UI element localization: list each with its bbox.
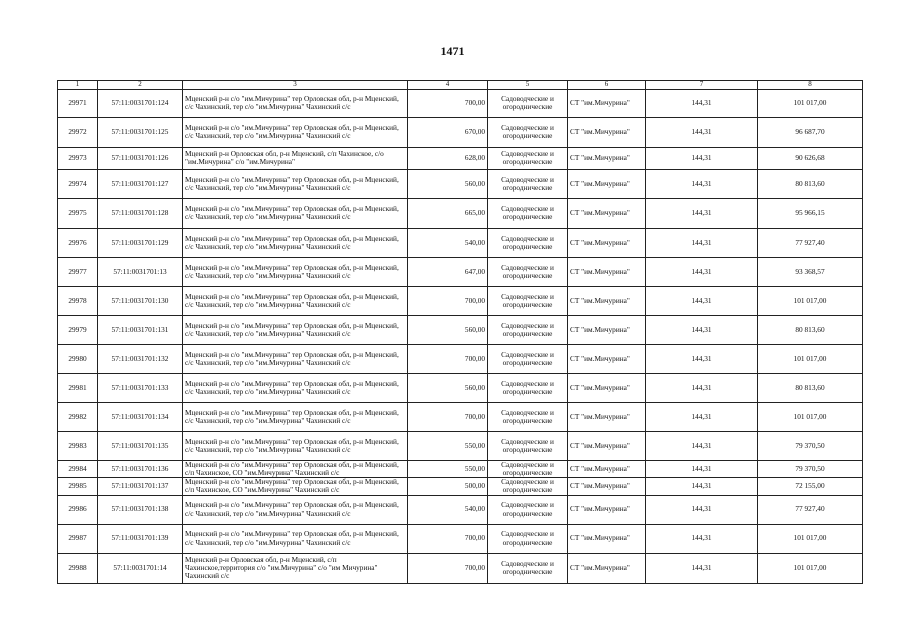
row-number-cell: 29972 (58, 117, 98, 147)
table-row (58, 495, 863, 524)
organization-cell: СТ "им.Мичурина" (568, 495, 646, 524)
land-use-cell: Садоводческие и огороднические (488, 524, 568, 553)
table-row (58, 524, 863, 553)
land-use-cell: Садоводческие и огороднические (488, 117, 568, 147)
cadastral-value-cell: 77 927,40 (758, 228, 863, 257)
rate-cell: 144,31 (646, 89, 758, 117)
row-number-cell: 29981 (58, 373, 98, 402)
address-cell: Мценский р-н с/о "им.Мичурина" тер Орловская обл, р-н Мценский, с/с Чахинский, тер с/о "им.Мичурина" Чахинский с/с (183, 431, 408, 460)
organization-cell: СТ "им.Мичурина" (568, 431, 646, 460)
land-use-cell: Садоводческие и огороднические (488, 478, 568, 495)
cadastral-value-cell: 95 966,15 (758, 198, 863, 228)
land-use-cell: Садоводческие и огороднические (488, 286, 568, 315)
cadastral-number-cell: 57:11:0031701:126 (98, 147, 183, 169)
column-header: 5 (488, 81, 568, 90)
organization-cell: СТ "им.Мичурина" (568, 198, 646, 228)
table-row (58, 553, 863, 583)
row-number-cell: 29985 (58, 478, 98, 495)
land-use-cell: Садоводческие и огороднические (488, 495, 568, 524)
area-cell: 560,00 (408, 315, 488, 344)
cadastral-value-cell: 101 017,00 (758, 89, 863, 117)
row-number-cell: 29984 (58, 460, 98, 477)
cadastral-number-cell: 57:11:0031701:124 (98, 89, 183, 117)
row-number-cell: 29975 (58, 198, 98, 228)
cadastral-value-cell: 79 370,50 (758, 460, 863, 477)
area-cell: 540,00 (408, 228, 488, 257)
row-number-cell: 29974 (58, 169, 98, 198)
area-cell: 550,00 (408, 460, 488, 477)
organization-cell: СТ "им.Мичурина" (568, 524, 646, 553)
area-cell: 700,00 (408, 286, 488, 315)
rate-cell: 144,31 (646, 431, 758, 460)
organization-cell: СТ "им.Мичурина" (568, 228, 646, 257)
cadastral-value-cell: 72 155,00 (758, 478, 863, 495)
organization-cell: СТ "им.Мичурина" (568, 315, 646, 344)
organization-cell: СТ "им.Мичурина" (568, 373, 646, 402)
table-row (58, 460, 863, 477)
column-header: 1 (58, 81, 98, 90)
row-number-cell: 29976 (58, 228, 98, 257)
address-cell: Мценский р-н Орловская обл, р-н Мценский, с/п Чахинское, с/о "им.Мичурина" с/о "им.Мичурина" (183, 147, 408, 169)
row-number-cell: 29987 (58, 524, 98, 553)
address-cell: Мценский р-н с/о "им.Мичурина" тер Орловская обл, р-н Мценский, с/с Чахинский, тер с/о "им.Мичурина" Чахинский с/с (183, 315, 408, 344)
row-number-cell: 29986 (58, 495, 98, 524)
land-use-cell: Садоводческие и огороднические (488, 147, 568, 169)
rate-cell: 144,31 (646, 460, 758, 477)
organization-cell: СТ "им.Мичурина" (568, 117, 646, 147)
address-cell: Мценский р-н с/о "им.Мичурина" тер Орловская обл, р-н Мценский, с/с Чахинский, тер с/о "им.Мичурина" Чахинский с/с (183, 524, 408, 553)
rate-cell: 144,31 (646, 524, 758, 553)
cadastral-number-cell: 57:11:0031701:133 (98, 373, 183, 402)
rate-cell: 144,31 (646, 257, 758, 286)
column-header: 3 (183, 81, 408, 90)
organization-cell: СТ "им.Мичурина" (568, 402, 646, 431)
area-cell: 540,00 (408, 495, 488, 524)
address-cell: Мценский р-н с/о "им.Мичурина" тер Орловская обл, р-н Мценский, с/с Чахинский, тер с/о "им.Мичурина" Чахинский с/с (183, 402, 408, 431)
cadastral-number-cell: 57:11:0031701:137 (98, 478, 183, 495)
table-row (58, 344, 863, 373)
address-cell: Мценский р-н с/о "им.Мичурина" тер Орловская обл, р-н Мценский, с/п Чахинское, СО "им.Мичурина" Чахинский с/с (183, 460, 408, 477)
area-cell: 500,00 (408, 478, 488, 495)
address-cell: Мценский р-н с/о "им.Мичурина" тер Орловская обл, р-н Мценский, с/с Чахинский, тер с/о "им.Мичурина" Чахинский с/с (183, 198, 408, 228)
table-row (58, 198, 863, 228)
rate-cell: 144,31 (646, 344, 758, 373)
table-row (58, 89, 863, 117)
organization-cell: СТ "им.Мичурина" (568, 89, 646, 117)
area-cell: 665,00 (408, 198, 488, 228)
table-row (58, 228, 863, 257)
cadastral-value-cell: 80 813,60 (758, 373, 863, 402)
row-number-cell: 29977 (58, 257, 98, 286)
area-cell: 700,00 (408, 89, 488, 117)
column-number-row (58, 81, 863, 90)
table-row (58, 431, 863, 460)
area-cell: 700,00 (408, 524, 488, 553)
address-cell: Мценский р-н с/о "им.Мичурина" тер Орловская обл, р-н Мценский, с/с Чахинский, тер с/о "им.Мичурина" Чахинский с/с (183, 228, 408, 257)
rate-cell: 144,31 (646, 402, 758, 431)
table-row (58, 402, 863, 431)
row-number-cell: 29988 (58, 553, 98, 583)
address-cell: Мценский р-н с/о "им.Мичурина" тер Орловская обл, р-н Мценский, с/с Чахинский, тер с/о "им.Мичурина" Чахинский с/с (183, 495, 408, 524)
address-cell: Мценский р-н с/о "им.Мичурина" тер Орловская обл, р-н Мценский, с/с Чахинский, тер с/о "им.Мичурина" Чахинский с/с (183, 257, 408, 286)
table-body (58, 89, 863, 583)
page-number: 1471 (440, 44, 465, 58)
cadastral-value-cell: 101 017,00 (758, 286, 863, 315)
land-use-cell: Садоводческие и огороднические (488, 89, 568, 117)
rate-cell: 144,31 (646, 228, 758, 257)
area-cell: 700,00 (408, 402, 488, 431)
cadastral-value-cell: 101 017,00 (758, 344, 863, 373)
rate-cell: 144,31 (646, 553, 758, 583)
rate-cell: 144,31 (646, 147, 758, 169)
organization-cell: СТ "им.Мичурина" (568, 169, 646, 198)
row-number-cell: 29979 (58, 315, 98, 344)
table-row (58, 117, 863, 147)
cadastral-value-cell: 101 017,00 (758, 524, 863, 553)
row-number-cell: 29982 (58, 402, 98, 431)
cadastral-value-cell: 79 370,50 (758, 431, 863, 460)
cadastral-number-cell: 57:11:0031701:131 (98, 315, 183, 344)
address-cell: Мценский р-н с/о "им.Мичурина" тер Орловская обл, р-н Мценский, с/с Чахинский, тер с/о "им.Мичурина" Чахинский с/с (183, 169, 408, 198)
cadastral-number-cell: 57:11:0031701:130 (98, 286, 183, 315)
organization-cell: СТ "им.Мичурина" (568, 553, 646, 583)
cadastral-value-cell: 96 687,70 (758, 117, 863, 147)
area-cell: 647,00 (408, 257, 488, 286)
cadastral-number-cell: 57:11:0031701:134 (98, 402, 183, 431)
land-use-cell: Садоводческие и огороднические (488, 169, 568, 198)
area-cell: 560,00 (408, 169, 488, 198)
table-row (58, 373, 863, 402)
cadastral-number-cell: 57:11:0031701:14 (98, 553, 183, 583)
land-use-cell: Садоводческие и огороднические (488, 315, 568, 344)
organization-cell: СТ "им.Мичурина" (568, 478, 646, 495)
organization-cell: СТ "им.Мичурина" (568, 147, 646, 169)
cadastral-number-cell: 57:11:0031701:132 (98, 344, 183, 373)
area-cell: 550,00 (408, 431, 488, 460)
cadastral-number-cell: 57:11:0031701:139 (98, 524, 183, 553)
address-cell: Мценский р-н Орловская обл, р-н Мценский, с/п Чахинское,территория с/о "им.Мичурина" с/о "им Мичурина" Чахинский с/с (183, 553, 408, 583)
row-number-cell: 29973 (58, 147, 98, 169)
address-cell: Мценский р-н с/о "им.Мичурина" тер Орловская обл, р-н Мценский, с/п Чахинское, СО "им.Мичурина" Чахинский с/с (183, 478, 408, 495)
land-use-cell: Садоводческие и огороднические (488, 344, 568, 373)
land-use-cell: Садоводческие и огороднические (488, 198, 568, 228)
table-row (58, 286, 863, 315)
cadastral-number-cell: 57:11:0031701:125 (98, 117, 183, 147)
cadastral-number-cell: 57:11:0031701:138 (98, 495, 183, 524)
organization-cell: СТ "им.Мичурина" (568, 460, 646, 477)
cadastral-value-cell: 90 626,68 (758, 147, 863, 169)
land-use-cell: Садоводческие и огороднические (488, 402, 568, 431)
row-number-cell: 29978 (58, 286, 98, 315)
rate-cell: 144,31 (646, 478, 758, 495)
address-cell: Мценский р-н с/о "им.Мичурина" тер Орловская обл, р-н Мценский, с/с Чахинский, тер с/о "им.Мичурина" Чахинский с/с (183, 373, 408, 402)
rate-cell: 144,31 (646, 495, 758, 524)
land-use-cell: Садоводческие и огороднические (488, 257, 568, 286)
organization-cell: СТ "им.Мичурина" (568, 286, 646, 315)
cadastral-number-cell: 57:11:0031701:127 (98, 169, 183, 198)
cadastral-value-cell: 93 368,57 (758, 257, 863, 286)
land-use-cell: Садоводческие и огороднические (488, 373, 568, 402)
column-header: 7 (646, 81, 758, 90)
rate-cell: 144,31 (646, 169, 758, 198)
row-number-cell: 29983 (58, 431, 98, 460)
address-cell: Мценский р-н с/о "им.Мичурина" тер Орловская обл, р-н Мценский, с/с Чахинский, тер с/о "им.Мичурина" Чахинский с/с (183, 344, 408, 373)
column-header: 6 (568, 81, 646, 90)
area-cell: 670,00 (408, 117, 488, 147)
address-cell: Мценский р-н с/о "им.Мичурина" тер Орловская обл, р-н Мценский, с/с Чахинский, тер с/о "им.Мичурина" Чахинский с/с (183, 286, 408, 315)
cadastral-number-cell: 57:11:0031701:129 (98, 228, 183, 257)
cadastral-value-cell: 80 813,60 (758, 169, 863, 198)
area-cell: 560,00 (408, 373, 488, 402)
land-use-cell: Садоводческие и огороднические (488, 460, 568, 477)
land-registry-table (57, 80, 863, 584)
column-header: 4 (408, 81, 488, 90)
row-number-cell: 29971 (58, 89, 98, 117)
rate-cell: 144,31 (646, 315, 758, 344)
table-row (58, 147, 863, 169)
address-cell: Мценский р-н с/о "им.Мичурина" тер Орловская обл, р-н Мценский, с/с Чахинский, тер с/о "им.Мичурина" Чахинский с/с (183, 89, 408, 117)
cadastral-number-cell: 57:11:0031701:135 (98, 431, 183, 460)
rate-cell: 144,31 (646, 198, 758, 228)
rate-cell: 144,31 (646, 117, 758, 147)
cadastral-value-cell: 77 927,40 (758, 495, 863, 524)
rate-cell: 144,31 (646, 286, 758, 315)
organization-cell: СТ "им.Мичурина" (568, 257, 646, 286)
row-number-cell: 29980 (58, 344, 98, 373)
organization-cell: СТ "им.Мичурина" (568, 344, 646, 373)
table-row (58, 315, 863, 344)
area-cell: 700,00 (408, 553, 488, 583)
cadastral-value-cell: 80 813,60 (758, 315, 863, 344)
area-cell: 628,00 (408, 147, 488, 169)
address-cell: Мценский р-н с/о "им.Мичурина" тер Орловская обл, р-н Мценский, с/с Чахинский, тер с/о "им.Мичурина" Чахинский с/с (183, 117, 408, 147)
cadastral-number-cell: 57:11:0031701:13 (98, 257, 183, 286)
land-use-cell: Садоводческие и огороднические (488, 553, 568, 583)
rate-cell: 144,31 (646, 373, 758, 402)
cadastral-value-cell: 101 017,00 (758, 402, 863, 431)
column-header: 8 (758, 81, 863, 90)
cadastral-value-cell: 101 017,00 (758, 553, 863, 583)
column-header: 2 (98, 81, 183, 90)
area-cell: 700,00 (408, 344, 488, 373)
table-row (58, 257, 863, 286)
cadastral-number-cell: 57:11:0031701:128 (98, 198, 183, 228)
table-row (58, 169, 863, 198)
land-use-cell: Садоводческие и огороднические (488, 228, 568, 257)
land-use-cell: Садоводческие и огороднические (488, 431, 568, 460)
cadastral-number-cell: 57:11:0031701:136 (98, 460, 183, 477)
table-row (58, 478, 863, 495)
